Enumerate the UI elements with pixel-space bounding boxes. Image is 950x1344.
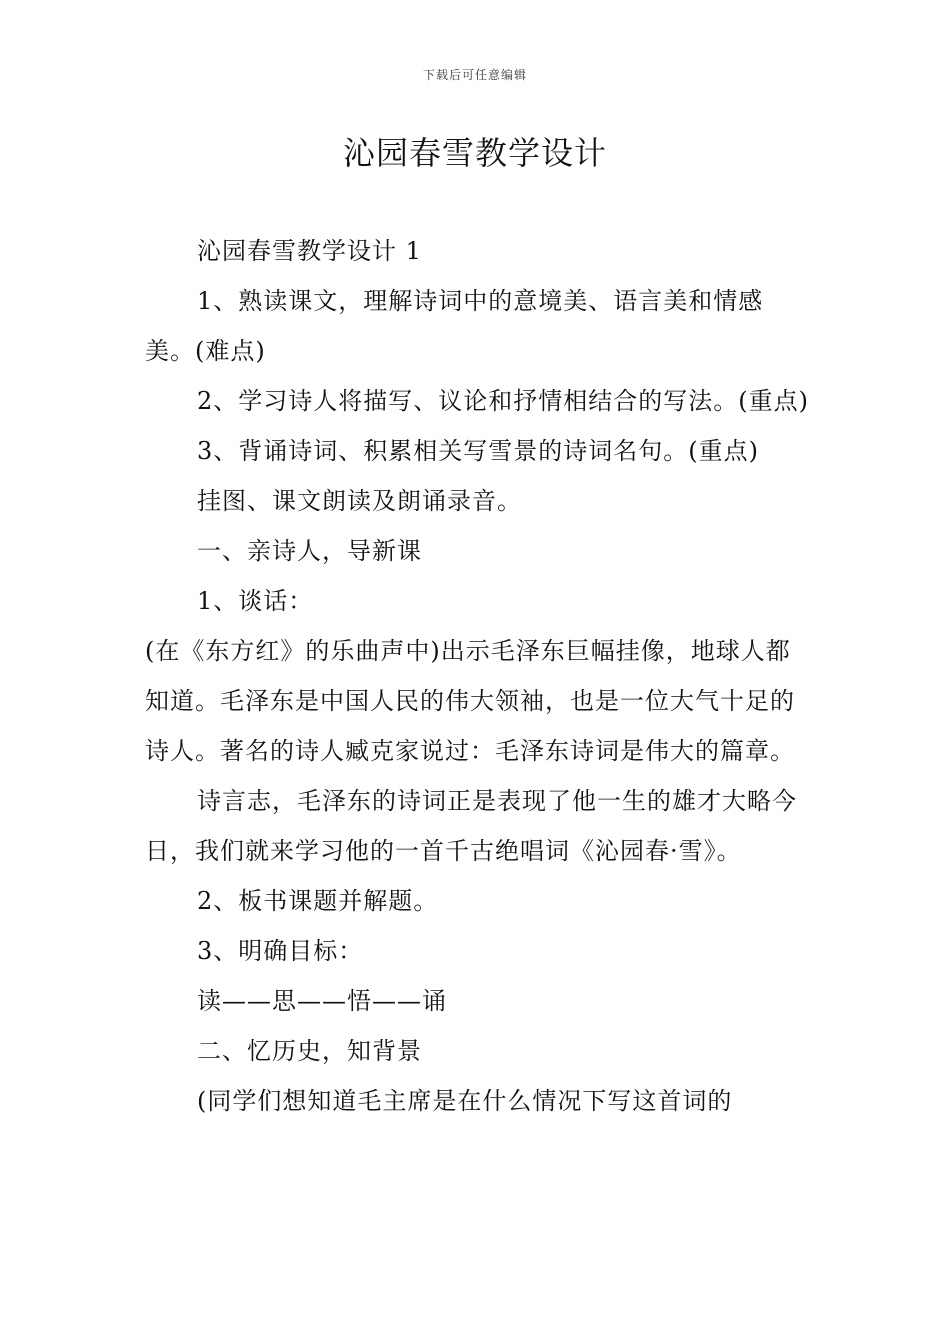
step-1-item-1: 1、谈话： [197,587,314,615]
step-1-heading: 一、亲诗人，导新课 [197,537,422,565]
teaching-materials: 挂图、课文朗读及朗诵录音。 [197,487,522,515]
intro-paragraph: (在《东方红》的乐曲声中)出示毛泽东巨幅挂像，地球人都知道。毛泽东是中国人民的伟大领袖，也是一位大气十足的诗人。著名的诗人臧克家说过：毛泽东诗词是伟大的篇章。 [145,637,795,765]
objective-1: 1、熟读课文，理解诗词中的意境美、语言美和情感美。(难点) [145,287,764,365]
step-1-item-2: 2、板书课题并解题。 [197,887,439,915]
step-2-heading: 二、忆历史，知背景 [197,1037,422,1065]
header-note: 下载后可任意编辑 [422,68,527,82]
step-2-paragraph: (同学们想知道毛主席是在什么情况下写这首词的 [197,1087,733,1115]
document-body [145,226,810,1126]
poem-intro-paragraph: 诗言志，毛泽东的诗词正是表现了他一生的雄才大略今日，我们就来学习他的一首千古绝唱词《沁园春·雪》。 [145,787,797,865]
learning-sequence: 读——思——悟——诵 [197,987,447,1015]
section-heading: 沁园春雪教学设计 1 [197,237,422,265]
document-title: 沁园春雪教学设计 [342,134,607,172]
step-1-item-3: 3、明确目标： [197,937,364,965]
objective-2: 2、学习诗人将描写、议论和抒情相结合的写法。(重点) [197,387,809,415]
objective-3: 3、背诵诗词、积累相关写雪景的诗词名句。(重点) [197,437,759,465]
